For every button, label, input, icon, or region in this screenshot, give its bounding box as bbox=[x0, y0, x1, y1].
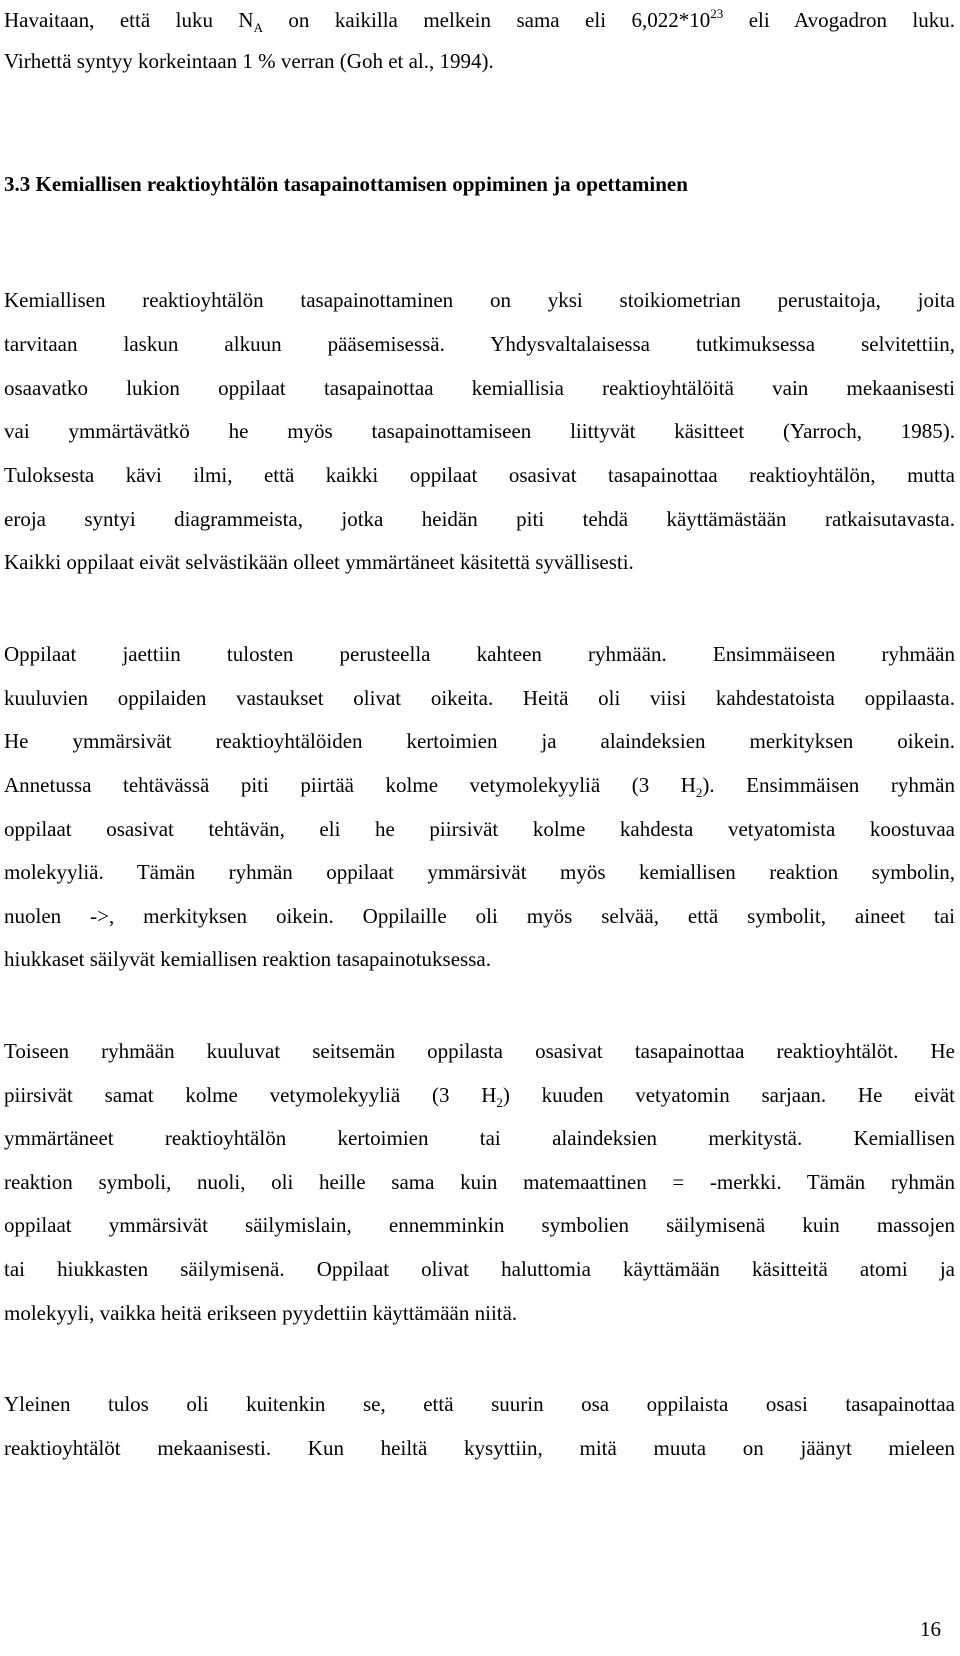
paragraph-2-line: molekyyliä. Tämän ryhmän oppilaat ymmärsivät myös kemiallisen reaktion symbolin, bbox=[4, 860, 955, 884]
paragraph-3-line: oppilaat ymmärsivät säilymislain, ennemminkin symbolien säilymisenä kuin massojen bbox=[4, 1213, 955, 1237]
paragraph-1-line: tarvitaan laskun alkuun pääsemisessä. Yhdysvaltalaisessa tutkimuksessa selvitettiin, bbox=[4, 332, 955, 356]
paragraph-3-line: piirsivät samat kolme vetymolekyyliä (3 $H_2$) kuuden vetyatomin sarjaan. He eivät bbox=[4, 1083, 955, 1110]
paragraph-4-line: Yleinen tulos oli kuitenkin se, että suurin osa oppilaista osasi tasapainottaa bbox=[4, 1392, 955, 1416]
intro-line-2: Virhettä syntyy korkeintaan 1 % verran (Goh et al., 1994). bbox=[4, 49, 494, 73]
paragraph-3-line: molekyyli, vaikka heitä erikseen pyydettiin käyttämään niitä. bbox=[4, 1301, 518, 1325]
paragraph-3-line: tai hiukkasten säilymisenä. Oppilaat olivat haluttomia käyttämään käsitteitä atomi ja bbox=[4, 1257, 955, 1281]
paragraph-4-line: reaktioyhtälöt mekaanisesti. Kun heiltä kysyttiin, mitä muuta on jäänyt mieleen bbox=[4, 1436, 955, 1460]
paragraph-3-line: reaktion symboli, nuoli, oli heille sama kuin matemaattinen = -merkki. Tämän ryhmän bbox=[4, 1170, 955, 1194]
paragraph-1-line: Kemiallisen reaktioyhtälön tasapainottaminen on yksi stoikiometrian perustaitoja, joita bbox=[4, 288, 955, 312]
paragraph-1-line: Kaikki oppilaat eivät selvästikään olleet ymmärtäneet käsitettä syvällisesti. bbox=[4, 550, 634, 574]
paragraph-2-line: oppilaat osasivat tehtävän, eli he piirsivät kolme kahdesta vetyatomista koostuvaa bbox=[4, 817, 955, 841]
paragraph-2-line: Oppilaat jaettiin tulosten perusteella kahteen ryhmään. Ensimmäiseen ryhmään bbox=[4, 642, 955, 666]
paragraph-2-line: nuolen ->, merkityksen oikein. Oppilaille oli myös selvää, että symbolit, aineet tai bbox=[4, 904, 955, 928]
paragraph-2-line: Annetussa tehtävässä piti piirtää kolme vetymolekyyliä (3 $H_2$). Ensimmäisen ryhmän bbox=[4, 773, 955, 800]
page-number: 16 bbox=[920, 1617, 941, 1641]
intro-line-1: Havaitaan, että luku $N_A$ on kaikilla melkein sama eli $6,022*10^{23}$ eli Avogadron luku. bbox=[4, 6, 955, 35]
paragraph-2-line: He ymmärsivät reaktioyhtälöiden kertoimien ja alaindeksien merkityksen oikein. bbox=[4, 729, 955, 753]
paragraph-1-line: eroja syntyi diagrammeista, jotka heidän piti tehdä käyttämästään ratkaisutavasta. bbox=[4, 507, 955, 531]
paragraph-3-line: ymmärtäneet reaktioyhtälön kertoimien tai alaindeksien merkitystä. Kemiallisen bbox=[4, 1126, 955, 1150]
paragraph-1-line: osaavatko lukion oppilaat tasapainottaa kemiallisia reaktioyhtälöitä vain mekaanisesti bbox=[4, 376, 955, 400]
paragraph-2-line: hiukkaset säilyvät kemiallisen reaktion tasapainotuksessa. bbox=[4, 947, 491, 971]
paragraph-2-line: kuuluvien oppilaiden vastaukset olivat oikeita. Heitä oli viisi kahdestatoista oppilaasta. bbox=[4, 686, 955, 710]
paragraph-3-line: Toiseen ryhmään kuuluvat seitsemän oppilasta osasivat tasapainottaa reaktioyhtälöt. He bbox=[4, 1039, 955, 1063]
section-heading: 3.3 Kemiallisen reaktioyhtälön tasapainottamisen oppiminen ja opettaminen bbox=[4, 172, 688, 196]
paragraph-1-line: vai ymmärtävätkö he myös tasapainottamiseen liittyvät käsitteet (Yarroch, 1985). bbox=[4, 419, 955, 443]
paragraph-1-line: Tuloksesta kävi ilmi, että kaikki oppilaat osasivat tasapainottaa reaktioyhtälön, mutta bbox=[4, 463, 955, 487]
